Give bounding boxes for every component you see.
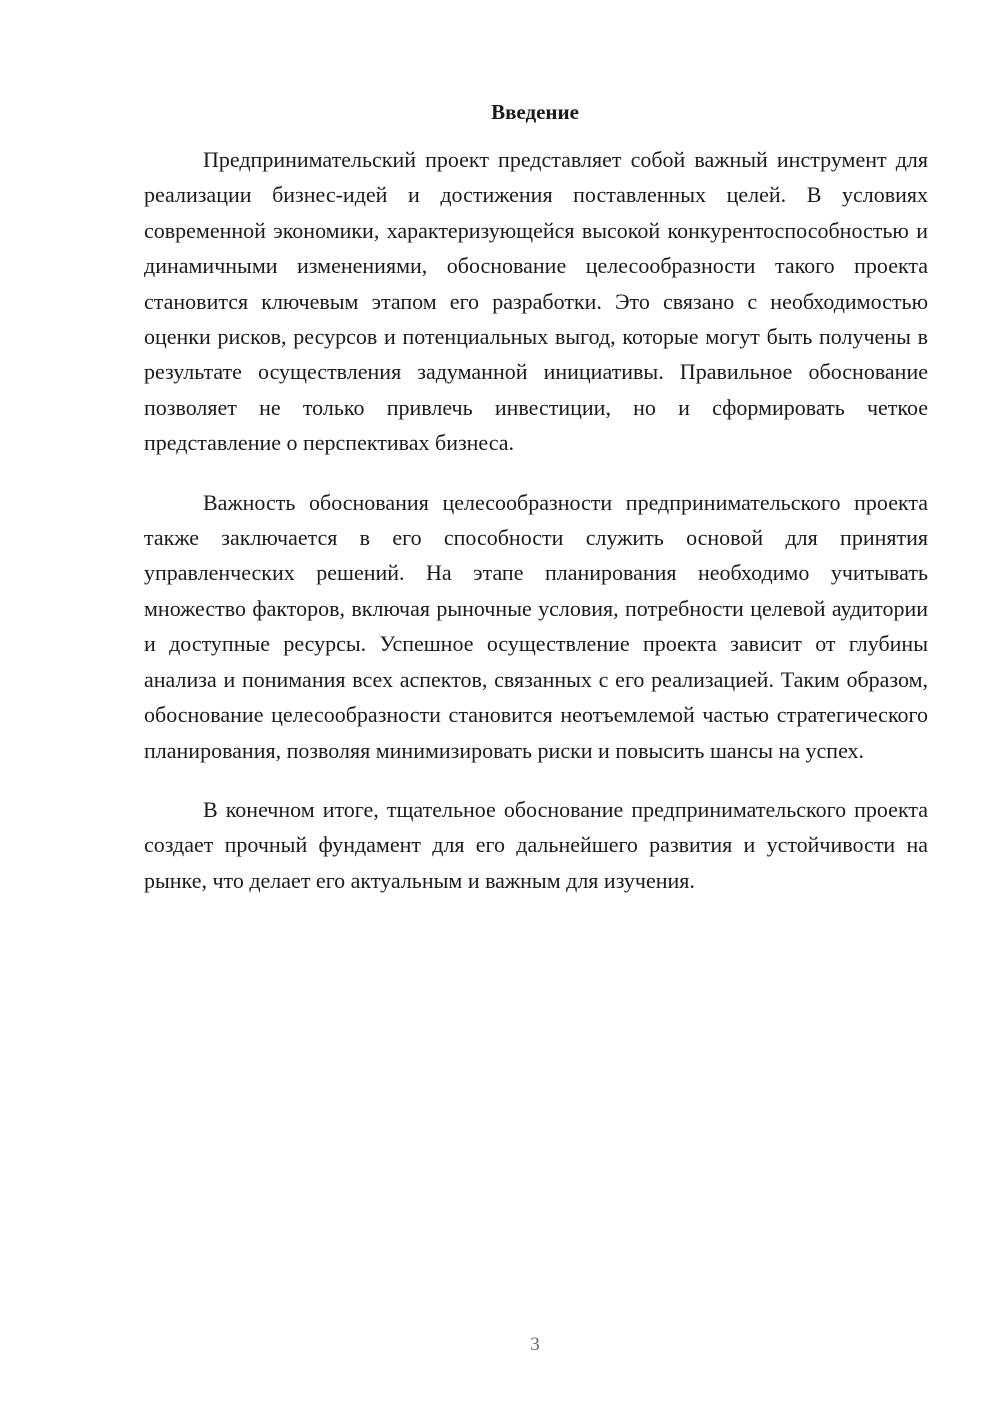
paragraph-2: Важность обоснования целесообразности предпринимательского проекта также заключается в его способности служить основой для принятия управленческих решений. На этапе планирования необходимо учитывать множество факторов, включая рыночные условия, потребности целевой аудитории и доступные ресурсы. Успешное осуществление проекта зависит от глубины анализа и понимания всех аспектов, связанных с его реализацией. Таким образом, обоснование целесообразности становится неотъемлемой частью стратегического планирования, позволяя минимизировать риски и повысить шансы на успех.	[144, 489, 928, 763]
section-title: Введение	[491, 100, 579, 124]
page-number: 3	[530, 1334, 540, 1355]
paragraph-3: В конечном итоге, тщательное обоснование предпринимательского проекта создает прочный фундамент для его дальнейшего развития и устойчивости на рынке, что делает его актуальным и важным для изучения.	[144, 796, 928, 893]
paragraph-1: Предпринимательский проект представляет собой важный инструмент для реализации бизнес-идей и достижения поставленных целей. В условиях современной экономики, характеризующейся высокой конкурентоспособностью и динамичными изменениями, обоснование целесообразности такого проекта становится ключевым этапом его разработки. Это связано с необходимостью оценки рисков, ресурсов и потенциальных выгод, которые могут быть получены в результате осуществления задуманной инициативы. Правильное обоснование позволяет не только привлечь инвестиции, но и сформировать четкое представление о перспективах бизнеса.	[144, 147, 928, 456]
body-text	[144, 142, 928, 922]
